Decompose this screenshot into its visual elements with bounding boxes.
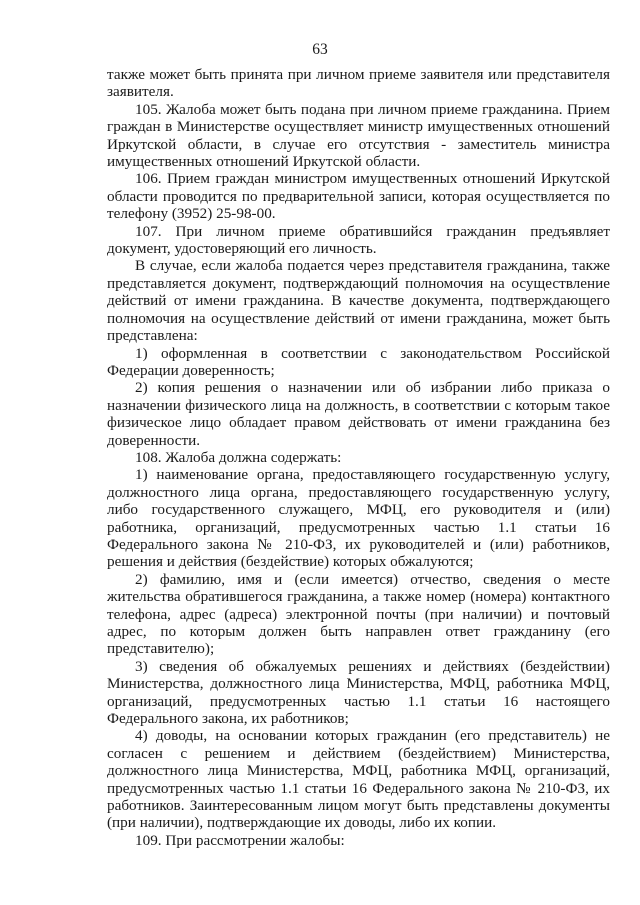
list-item-power-of-attorney: 1) оформленная в соответствии с законодательством Российской Федерации доверенность; — [107, 344, 610, 379]
list-item-appealed-decisions: 3) сведения об обжалуемых решениях и действиях (бездействии) Министерства, должностного лица Министерства, МФЦ, работника МФЦ, организаций, предусмотренных частью 1.1 статьи 16 настоящего Федерального закона, их работников; — [107, 657, 610, 728]
paragraph-106: 106. Прием граждан министром имущественных отношений Иркутской области проводится по предварительной записи, которая осуществляется по телефону (3952) 25-98-00. — [107, 170, 610, 223]
page-number: 63 — [312, 41, 328, 58]
list-item-appointment-copy: 2) копия решения о назначении или об избрании либо приказа о назначении физического лица на должность, в соответствии с которым такое физическое лицо обладает правом действовать от имени гражданина без доверенности. — [107, 379, 610, 449]
paragraph-105: 105. Жалоба может быть подана при личном приеме гражданина. Прием граждан в Министерстве осуществляет министр имущественных отношений Иркутской области, в случае его отсутствия - заместитель министра имущественных отношений Иркутской области. — [107, 100, 610, 171]
list-item-arguments: 4) доводы, на основании которых гражданин (его представитель) не согласен с решением и действием (бездействием) Министерства, должностного лица Министерства, МФЦ, работника МФЦ, организаций, предусмотренных частью 1.1 статьи 16 Федерального закона № 210-ФЗ, их работников. Заинтересованным лицом могут быть представлены документы (при наличии), подтверждающие их доводы, либо их копии. — [107, 727, 610, 832]
paragraph-109: 109. При рассмотрении жалобы: — [135, 831, 345, 849]
list-item-authority-name: 1) наименование органа, предоставляющего государственную услугу, должностного лица органа, предоставляющего государственную услугу, либо государственного служащего, МФЦ, его руководителя и (или) работника, организаций, предусмотренных частью 1.1 статьи 16 Федерального закона № 210-ФЗ, их руководителей и (или) работников, решения и действия (бездействие) которых обжалуются; — [107, 466, 610, 571]
paragraph-continuation: также может быть принята при личном приеме заявителя или представителя заявителя. — [107, 66, 610, 101]
paragraph-representative: В случае, если жалоба подается через представителя гражданина, также представляется документ, подтверждающий полномочия на осуществление действий от имени гражданина. В качестве документа, подтверждающего полномочия на осуществление действий от имени гражданина, может быть представлена: — [107, 257, 610, 345]
document-body — [107, 66, 610, 849]
list-item-applicant-details: 2) фамилию, имя и (если имеется) отчество, сведения о месте жительства обратившегося гражданина, а также номер (номера) контактного телефона, адрес (адреса) электронной почты (при наличии) и почтовый адрес, по которым должен быть направлен ответ гражданину (его представителю); — [107, 570, 610, 658]
paragraph-108: 108. Жалоба должна содержать: — [135, 448, 342, 466]
paragraph-107: 107. При личном приеме обратившийся гражданин предъявляет документ, удостоверяющий его личность. — [107, 222, 610, 258]
